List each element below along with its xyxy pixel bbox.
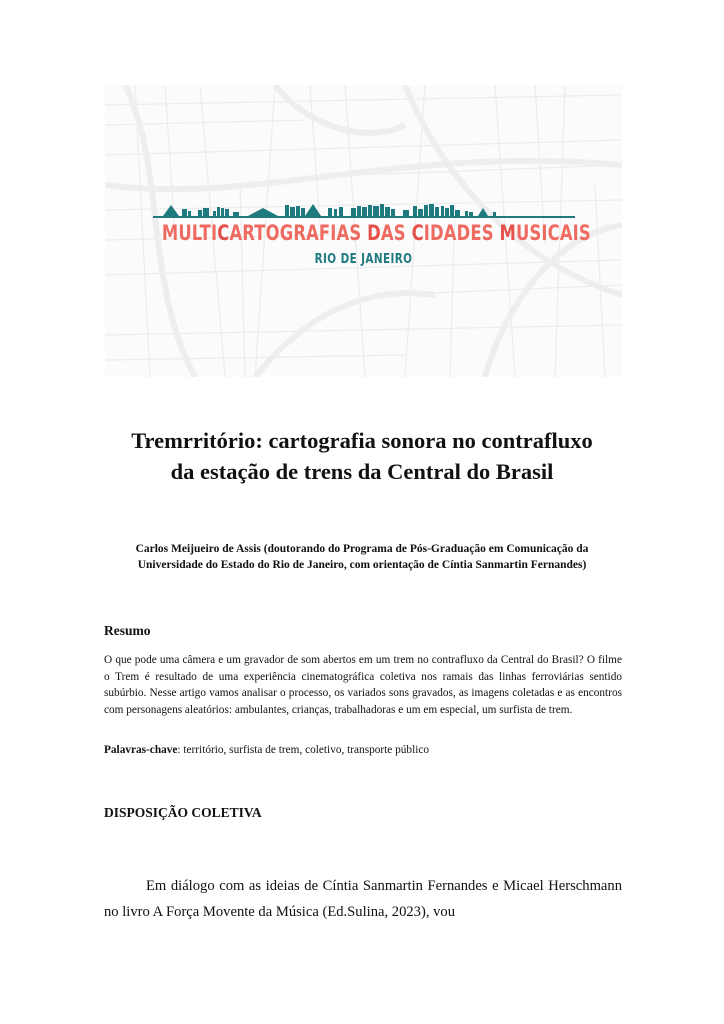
abstract-text: O que pode uma câmera e um gravador de som abertos em um trem no contrafluxo da Central do Brasil? O filme o Trem é resultado de uma experiência cinematográfica coletiva nos ramais das linhas ferroviárias sentido subúrbio. Nesse artigo vamos analisar o processo, os variados sons gravados, as imagens coletadas e as encontros com personagens aleatórios: ambulantes, crianças, trabalhadoras e um em especial, um surfista de trem. <box>104 654 622 716</box>
paper-title-line-1: Tremrritório: cartografia sonora no contrafluxo <box>131 428 593 453</box>
section-heading: DISPOSIÇÃO COLETIVA <box>104 805 262 820</box>
rio-skyline-icon <box>153 202 575 218</box>
keywords <box>104 744 622 756</box>
abstract-heading: Resumo <box>104 623 151 638</box>
keywords-label: Palavras-chave <box>104 744 178 756</box>
paper-title <box>80 425 644 487</box>
keywords-list: : território, surfista de trem, coletivo, transporte público <box>177 744 430 756</box>
body-paragraph <box>104 873 622 925</box>
project-banner <box>105 85 622 377</box>
author-line-2: Universidade do Estado do Rio de Janeiro, com orientação de Cíntia Sanmartin Fernandes) <box>137 559 587 571</box>
body-paragraph-text: Em diálogo com as ideias de Cíntia Sanmartin Fernandes e Micael Herschmann no livro A Força Movente da Música (Ed.Sulina, 2023), vou <box>104 878 622 920</box>
banner-subtitle: RIO DE JANEIRO <box>314 252 413 267</box>
paper-title-line-2: da estação de trens da Central do Brasil <box>170 459 554 484</box>
author-affiliation <box>90 541 634 573</box>
author-line-1: Carlos Meijueiro de Assis (doutorando do Programa de Pós-Graduação em Comunicação da <box>135 543 589 555</box>
banner-title: MULTICARTOGRAFIAS DAS CIDADES MUSICAIS <box>161 221 591 245</box>
